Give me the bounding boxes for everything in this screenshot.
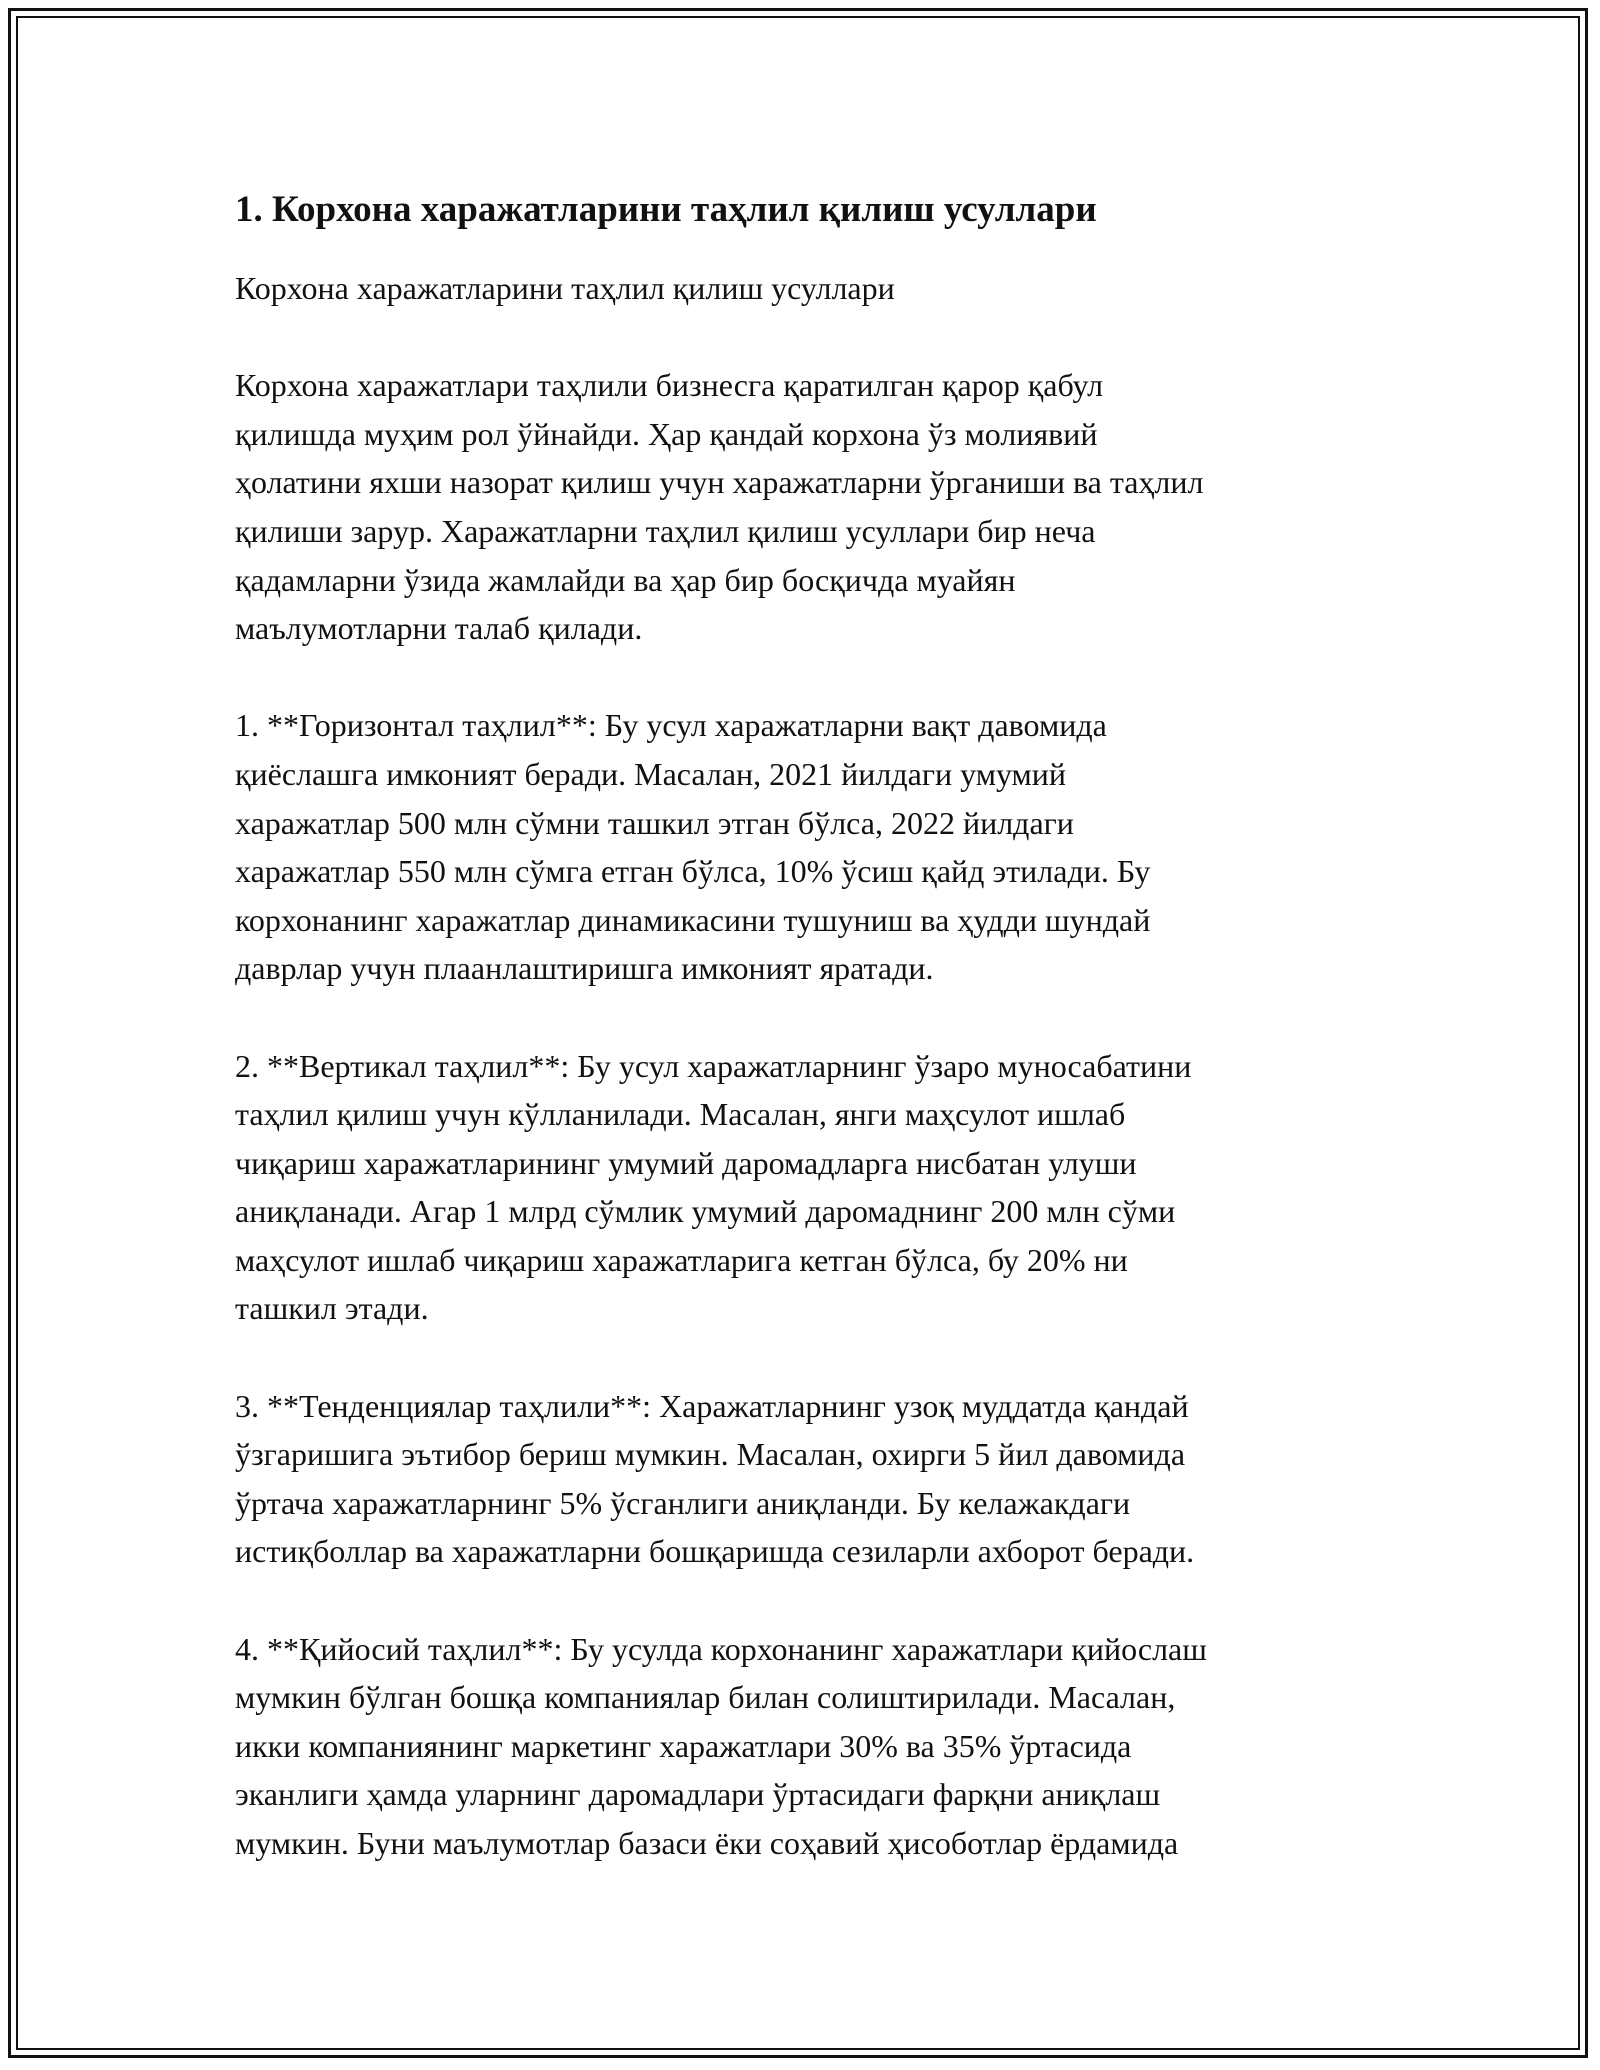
section-subtitle: Корхона харажатларини таҳлил қилиш усуллари: [235, 270, 895, 306]
intro-paragraph: Корхона харажатлари таҳлили бизнесга қаратилган қарор қабул қилишда муҳим рол ўйнайди. Ҳар қандай корхона ўз молиявий ҳолатини яхши назорат қилиш учун харажатларни ўрганиши ва таҳлил қилиши зарур. Харажатларни таҳлил қилиш усуллари бир неча қадамларни ўзида жамлайди ва ҳар бир босқичда муайян маълумотларни талаб қилади.: [235, 367, 1204, 647]
trend-analysis-paragraph: 3. **Тенденциялар таҳлили**: Харажатларнинг узоқ муддатда қандай ўзгаришига эътибор бериш мумкин. Масалан, охирги 5 йил давомида ўртача харажатларнинг 5% ўсганлиги аниқланди. Бу келажакдаги истиқболлар ва харажатларни бошқаришда сезиларли ахборот беради.: [235, 1387, 1195, 1570]
comparative-analysis-paragraph: 4. **Қийосий таҳлил**: Бу усулда корхонанинг харажатлари қийослаш мумкин бўлган бошқа компаниялар билан солиштирилади. Масалан, икки компаниянинг маркетинг харажатлари 30% ва 35% ўртасида эканлиги ҳамда уларнинг даромадлари ўртасидаги фарқни аниқлаш мумкин. Буни маълумотлар базаси ёки соҳавий ҳисоботлар ёрдамида: [235, 1630, 1207, 1861]
horizontal-analysis-paragraph: 1. **Горизонтал таҳлил**: Бу усул харажатларни вақт давомида қиёслашга имконият беради. Масалан, 2021 йилдаги умумий харажатлар 500 млн сўмни ташкил этган бўлса, 2022 йилдаги харажатлар 550 млн сўмга етган бўлса, 10% ўсиш қайд этилади. Бу корхонанинг харажатлар динамикасини тушуниш ва ҳудди шундай даврлар учун плаанлаштиришга имконият яратади.: [235, 707, 1151, 987]
document-body: [235, 186, 1370, 1916]
section-heading: 1. Корхона харажатларини таҳлил қилиш усуллари: [235, 189, 1097, 230]
vertical-analysis-paragraph: 2. **Вертикал таҳлил**: Бу усул харажатларнинг ўзаро муносабатини таҳлил қилиш учун кўлланилади. Масалан, янги маҳсулот ишлаб чиқариш харажатларининг умумий даромадларга нисбатан улуши аниқланади. Агар 1 млрд сўмлик умумий даромаднинг 200 млн сўми маҳсулот ишлаб чиқариш харажатларига кетган бўлса, бу 20% ни ташкил этади.: [235, 1047, 1192, 1327]
